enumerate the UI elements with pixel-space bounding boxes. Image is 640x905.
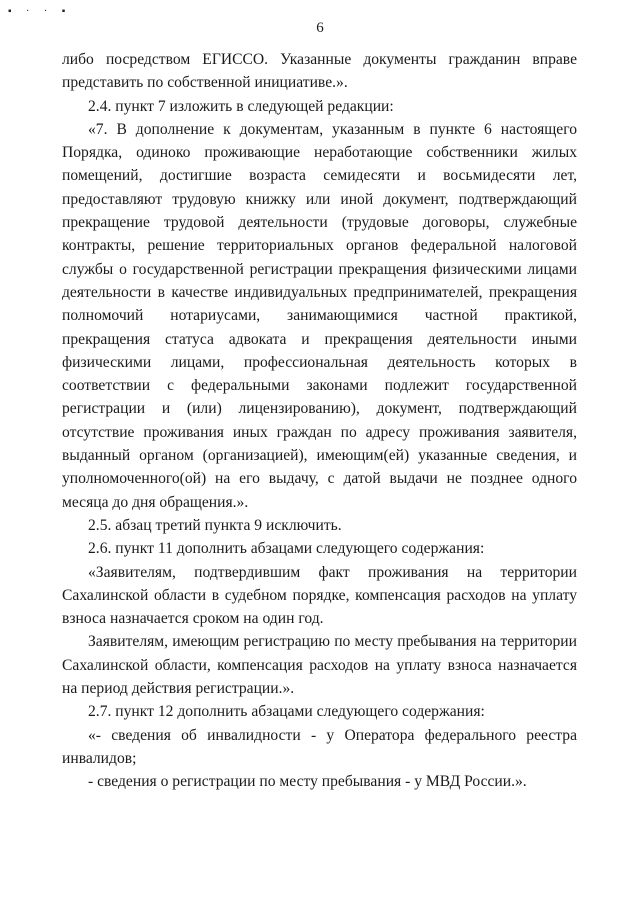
paragraph-point-7-text: «7. В дополнение к документам, указанным в пункте 6 настоящего Порядка, одиноко проживающие неработающие собственники жилых помещений, достигшие возраста семидесяти и восьмидесяти лет, предоставляют трудовую книжку или иной документ, подтверждающий прекращение трудовой деятельности (трудовые договоры, служебные контракты, решение территориальных органов федеральной налоговой службы о государственной регистрации прекращения физическими лицами деятельности в качестве индивидуальных предпринимателей, прекращения полномочий нотариусами, занимающимися частной практикой, прекращения статуса адвоката и прекращения деятельности иными физическими лицами, профессиональная деятельность которых в соответствии с федеральными законами подлежит государственной регистрации и (или) лицензированию), документ, подтверждающий отсутствие проживания иных граждан по адресу проживания заявителя, выданный органом (организацией), имеющим(ей) указанные сведения, и уполномоченного(ой) на его выдачу, с датой выдачи не позднее одного месяца до дня обращения.». — [62, 120, 577, 511]
paragraph-disability-info: «- сведения об инвалидности - у Оператора федерального реестра инвалидов; — [62, 726, 577, 767]
paragraph-item-2-6: 2.6. пункт 11 дополнить абзацами следующего содержания: — [88, 540, 485, 558]
scan-marks: ▪ · · ▪ — [8, 6, 72, 17]
paragraph-item-2-5: 2.5. абзац третий пункта 9 исключить. — [88, 516, 342, 534]
paragraph-registration-info: - сведения о регистрации по месту пребывания - у МВД России.». — [88, 773, 527, 791]
document-body — [62, 48, 577, 794]
paragraph-item-2-7: 2.7. пункт 12 дополнить абзацами следующего содержания: — [88, 703, 485, 721]
paragraph-applicants-court: «Заявителям, подтвердившим факт проживания на территории Сахалинской области в судебном порядке, компенсация расходов на уплату взноса назначается сроком на один год. — [62, 563, 577, 628]
paragraph-applicants-registration: Заявителям, имеющим регистрацию по месту пребывания на территории Сахалинской области, компенсация расходов на уплату взноса назначается на период действия регистрации.». — [62, 633, 577, 698]
paragraph-item-2-4: 2.4. пункт 7 изложить в следующей редакции: — [88, 97, 394, 115]
paragraph-continuation: либо посредством ЕГИССО. Указанные документы гражданин вправе представить по собственной инициативе.». — [62, 51, 577, 92]
page-number: 6 — [316, 20, 324, 36]
